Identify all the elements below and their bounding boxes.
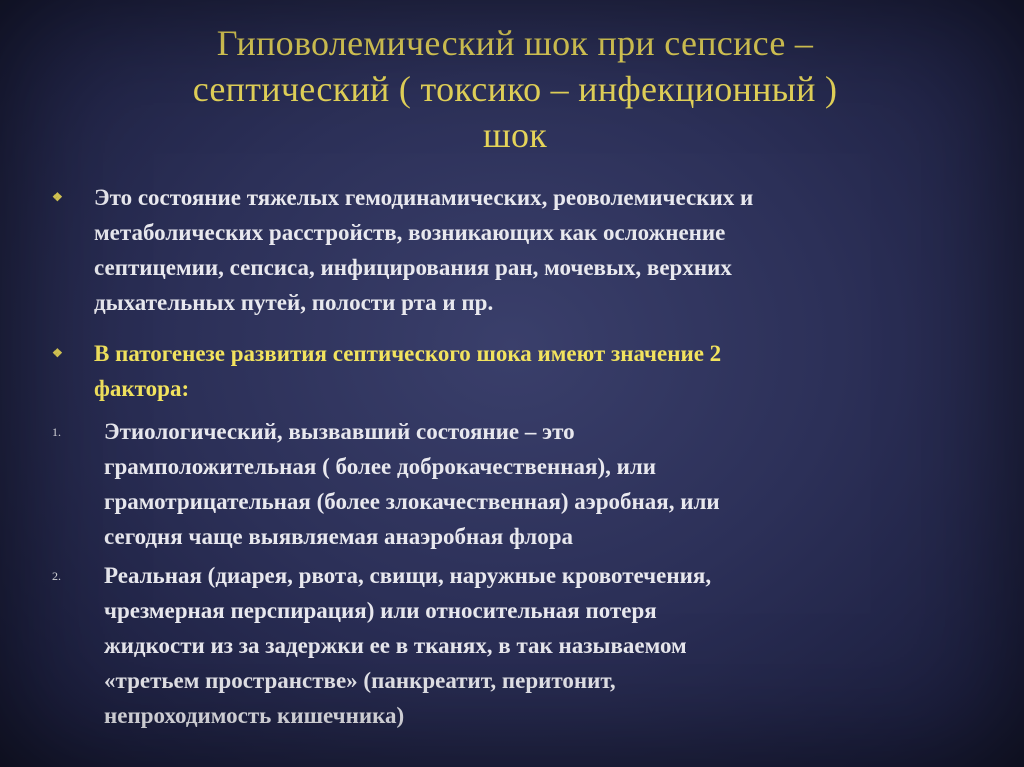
numbered-line: грамотрицательная (более злокачественная) аэробная, или — [104, 489, 720, 514]
title-line: шок — [482, 115, 548, 155]
bullet-line: метаболических расстройств, возникающих как осложнение — [94, 220, 726, 245]
numbered-item-fluid-loss — [50, 558, 930, 733]
bullet-item-pathogenesis — [50, 336, 930, 406]
bullet-line: дыхательных путей, полости рта и пр. — [94, 290, 494, 315]
diamond-bullet-icon: ❖ — [52, 190, 63, 204]
numbered-line: грамположительная ( более доброкачественная), или — [104, 454, 657, 479]
list-number: 2. — [52, 569, 61, 583]
bullet-line: В патогенезе развития септического шока имеют значение 2 — [94, 341, 722, 366]
title-line: Гиповолемический шок при сепсисе – — [216, 23, 814, 63]
title-line: септический ( токсико – инфекционный ) — [192, 69, 838, 109]
bullet-item-definition — [50, 180, 930, 320]
numbered-line: «третьем пространстве» (панкреатит, перитонит, — [104, 668, 616, 693]
slide-title — [120, 20, 910, 158]
numbered-line: Этиологический, вызвавший состояние – это — [104, 419, 575, 444]
list-number: 1. — [52, 425, 61, 439]
slide-body — [50, 180, 930, 737]
numbered-line: сегодня чаще выявляемая анаэробная флора — [104, 524, 573, 549]
numbered-line: непроходимость кишечника) — [104, 703, 405, 728]
bullet-line: Это состояние тяжелых гемодинамических, реоволемических и — [94, 185, 754, 210]
bullet-line: фактора: — [94, 376, 190, 401]
numbered-line: чрезмерная перспирация) или относительная потеря — [104, 598, 657, 623]
numbered-line: Реальная (диарея, рвота, свищи, наружные кровотечения, — [104, 563, 712, 588]
numbered-item-etiological — [50, 414, 930, 554]
bullet-line: септицемии, сепсиса, инфицирования ран, мочевых, верхних — [94, 255, 732, 280]
diamond-bullet-icon: ❖ — [52, 346, 63, 360]
numbered-line: жидкости из за задержки ее в тканях, в так называемом — [104, 633, 687, 658]
